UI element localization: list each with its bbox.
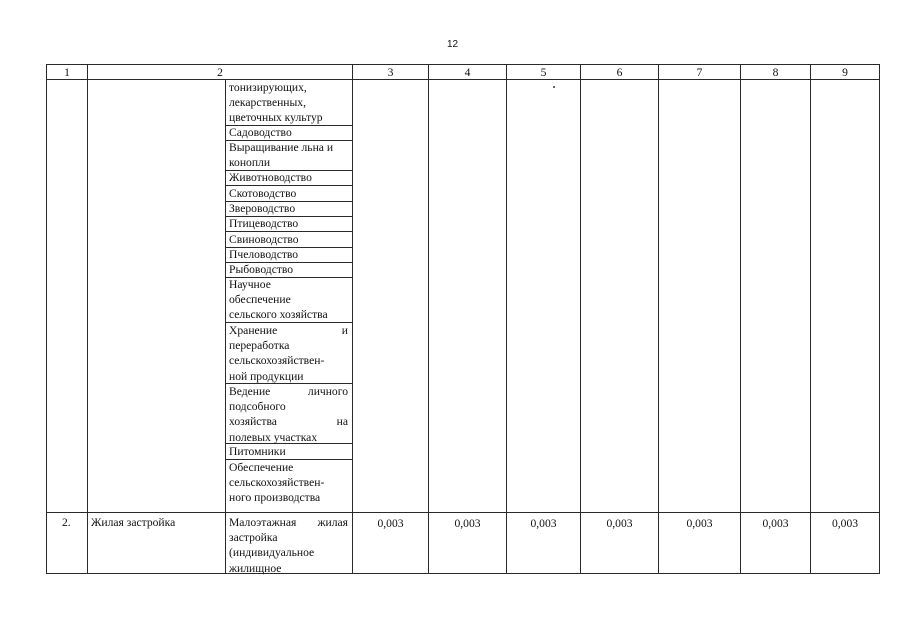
value-col-4: 0,003 xyxy=(454,517,481,530)
header-col-2: 2 xyxy=(217,66,223,79)
col-border-7 xyxy=(740,64,741,574)
value-col-7: 0,003 xyxy=(686,517,713,530)
header-col-5: 5 xyxy=(540,66,547,79)
table-bottom-border xyxy=(46,573,880,574)
value-col-3: 0,003 xyxy=(377,517,404,530)
header-col-4: 4 xyxy=(464,66,471,79)
value-col-5: 0,003 xyxy=(530,517,557,530)
value-col-8: 0,003 xyxy=(762,517,789,530)
subtype-cell: Малоэтажная жилая застройка (индивидуальное жилищное xyxy=(229,516,348,575)
justified-line xyxy=(229,414,348,429)
col-border-8 xyxy=(810,64,811,574)
word: Малоэтажная xyxy=(229,516,297,529)
subtype-cell: Ведение личного подсобного хозяйства на полевых участках xyxy=(229,385,348,444)
page-number: 12 xyxy=(446,39,459,50)
word: Хранение xyxy=(229,324,278,337)
row-separator xyxy=(46,512,880,513)
subtype-cell: Животноводство xyxy=(229,171,312,184)
subtype-cell: Садоводство xyxy=(229,126,292,139)
scan-speck xyxy=(553,86,555,88)
justified-line xyxy=(229,323,348,338)
col-border-3 xyxy=(428,64,429,574)
table-top-border xyxy=(46,64,880,65)
col-border-6 xyxy=(658,64,659,574)
col-border-4 xyxy=(506,64,507,574)
land-use-name: Жилая застройка xyxy=(91,516,176,529)
justified-line xyxy=(229,384,348,399)
word: и xyxy=(341,324,348,337)
header-col-1: 1 xyxy=(64,66,70,79)
value-col-9: 0,003 xyxy=(831,517,859,530)
subtype-cell: Хранение и переработка сельскохозяйствен- ной продукции xyxy=(229,324,348,383)
justified-line xyxy=(229,515,348,530)
subtype-cell: Рыбоводство xyxy=(229,263,294,276)
header-col-3: 3 xyxy=(387,66,394,79)
subtype-cell: Свиноводство xyxy=(229,233,299,246)
word: жилая xyxy=(317,516,348,529)
header-col-9: 9 xyxy=(842,66,848,79)
subtype-cell: тонизирующих, лекарственных, цветочных культур xyxy=(229,81,323,125)
word: Ведение xyxy=(229,385,271,398)
header-col-8: 8 xyxy=(772,66,779,79)
col-border-left xyxy=(46,64,47,574)
word: на xyxy=(336,415,348,429)
subtype-cell: Выращивание льна и конопли xyxy=(229,141,334,170)
col-border-right xyxy=(879,64,880,574)
subtype-cell: Питомники xyxy=(229,445,286,458)
subtype-cell: Звероводство xyxy=(229,202,296,215)
word: хозяйства xyxy=(229,415,277,429)
col-border-1 xyxy=(87,64,88,574)
col-border-5 xyxy=(580,64,581,574)
subtype-cell: Пчеловодство xyxy=(229,248,299,261)
header-col-6: 6 xyxy=(616,66,623,79)
value-col-6: 0,003 xyxy=(606,517,633,530)
col-border-2a xyxy=(225,79,226,574)
word: личного xyxy=(307,385,348,398)
subtype-cell: Научное обеспечение сельского хозяйства xyxy=(229,278,328,322)
header-col-7: 7 xyxy=(696,66,703,79)
subtype-cell: Птицеводство xyxy=(229,217,299,230)
subtype-cell: Скотоводство xyxy=(229,187,297,200)
subtype-cell: Обеспечение сельскохозяйствен- ного производства xyxy=(229,461,325,505)
col-border-2 xyxy=(352,64,353,574)
row-number: 2. xyxy=(62,516,71,529)
